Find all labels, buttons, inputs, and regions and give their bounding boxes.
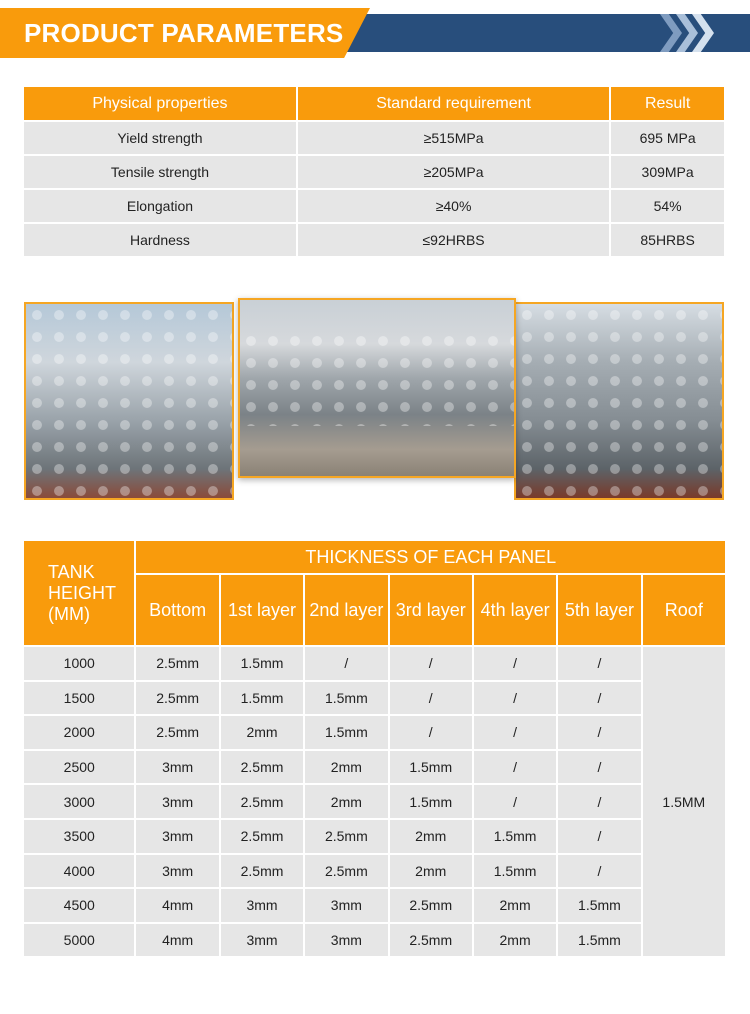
table-row (24, 820, 725, 853)
column-header: 2nd layer (305, 575, 387, 645)
table-cell: 2.5mm (136, 682, 218, 715)
table-cell: 2.5mm (221, 855, 303, 888)
table-cell: Elongation (24, 190, 296, 222)
table-cell: 4500 (24, 889, 134, 922)
table-cell: 2.5mm (221, 751, 303, 784)
table-cell: 4mm (136, 889, 218, 922)
table-cell: 1.5mm (474, 855, 556, 888)
table-row (24, 156, 724, 188)
tank-photo-left (24, 302, 234, 500)
panel-thickness-group-header: THICKNESS OF EACH PANEL (136, 541, 725, 573)
column-header: Standard requirement (298, 87, 609, 120)
column-header: 4th layer (474, 575, 556, 645)
table-cell: / (558, 682, 640, 715)
table-cell: 2.5mm (305, 855, 387, 888)
table-cell: 3mm (305, 889, 387, 922)
table-cell: 3mm (136, 820, 218, 853)
column-header: Bottom (136, 575, 218, 645)
table-cell: 2mm (390, 855, 472, 888)
table-cell: / (474, 751, 556, 784)
physical-properties-table (22, 85, 726, 258)
table-cell: / (390, 647, 472, 680)
product-photos (24, 298, 724, 504)
table-cell: 2.5mm (136, 716, 218, 749)
table-row (24, 785, 725, 818)
table-cell: / (474, 682, 556, 715)
table-row (24, 190, 724, 222)
table-cell: 1.5mm (474, 820, 556, 853)
table-cell: 54% (611, 190, 724, 222)
table-cell: 2.5mm (221, 785, 303, 818)
table-row (24, 647, 725, 680)
table-cell: 3mm (136, 855, 218, 888)
table-cell: 2.5mm (136, 647, 218, 680)
table-cell: 85HRBS (611, 224, 724, 256)
table-cell: 1500 (24, 682, 134, 715)
column-header: Roof (643, 575, 725, 645)
table-cell: Yield strength (24, 122, 296, 154)
table-row (24, 122, 724, 154)
table-cell: 1.5mm (305, 682, 387, 715)
table-cell: ≥515MPa (298, 122, 609, 154)
table-cell: ≥40% (298, 190, 609, 222)
table-cell: 1.5mm (558, 889, 640, 922)
tank-photo-right (514, 302, 724, 500)
table-cell: 2.5mm (390, 924, 472, 957)
table-cell: 1000 (24, 647, 134, 680)
table-cell: 2mm (390, 820, 472, 853)
table-cell: 2mm (221, 716, 303, 749)
page-title: PRODUCT PARAMETERS (24, 18, 344, 48)
table-row (24, 924, 725, 957)
table-cell: 1.5mm (221, 647, 303, 680)
table-cell: 2mm (305, 785, 387, 818)
column-header: Result (611, 87, 724, 120)
table-cell: 1.5mm (221, 682, 303, 715)
table-cell: Tensile strength (24, 156, 296, 188)
table-cell: 1.5mm (390, 785, 472, 818)
table-row (24, 682, 725, 715)
table-cell: 2mm (474, 889, 556, 922)
table-cell: 2.5mm (390, 889, 472, 922)
table-cell: 1.5mm (305, 716, 387, 749)
table-cell: ≥205MPa (298, 156, 609, 188)
table-cell: 3mm (136, 751, 218, 784)
table-cell: / (474, 647, 556, 680)
table-row (24, 889, 725, 922)
tank-height-header: TANK HEIGHT (MM) (24, 541, 134, 645)
table-cell: Hardness (24, 224, 296, 256)
table-cell: 2000 (24, 716, 134, 749)
table-cell: / (305, 647, 387, 680)
panel-thickness-table (22, 539, 727, 958)
table-cell: / (474, 785, 556, 818)
table-cell: / (558, 855, 640, 888)
table-row (24, 751, 725, 784)
table-cell: / (474, 716, 556, 749)
table-cell: 2.5mm (221, 820, 303, 853)
table-cell: / (558, 647, 640, 680)
table-cell: ≤92HRBS (298, 224, 609, 256)
column-header: Physical properties (24, 87, 296, 120)
table-cell: 4mm (136, 924, 218, 957)
roof-thickness-cell: 1.5MM (643, 647, 725, 956)
table-cell: / (558, 820, 640, 853)
column-header: 1st layer (221, 575, 303, 645)
table-cell: 3mm (221, 924, 303, 957)
table-cell: 2mm (474, 924, 556, 957)
table-cell: / (390, 716, 472, 749)
table-row (24, 224, 724, 256)
tank-photo-center (238, 298, 516, 478)
column-header: 5th layer (558, 575, 640, 645)
table-cell: 3000 (24, 785, 134, 818)
table-cell: 1.5mm (558, 924, 640, 957)
table-cell: / (390, 682, 472, 715)
table-cell: 2.5mm (305, 820, 387, 853)
table-row (24, 855, 725, 888)
table-cell: / (558, 751, 640, 784)
table-cell: 3mm (136, 785, 218, 818)
chevron-right-icon (660, 14, 708, 52)
table-cell: 1.5mm (390, 751, 472, 784)
table-cell: 3500 (24, 820, 134, 853)
table-row (24, 716, 725, 749)
table-cell: 309MPa (611, 156, 724, 188)
table-cell: 2mm (305, 751, 387, 784)
table-cell: / (558, 716, 640, 749)
table-cell: 695 MPa (611, 122, 724, 154)
table-cell: 5000 (24, 924, 134, 957)
column-header: 3rd layer (390, 575, 472, 645)
table-cell: 3mm (305, 924, 387, 957)
table-cell: / (558, 785, 640, 818)
table-cell: 3mm (221, 889, 303, 922)
table-cell: 2500 (24, 751, 134, 784)
table-cell: 4000 (24, 855, 134, 888)
